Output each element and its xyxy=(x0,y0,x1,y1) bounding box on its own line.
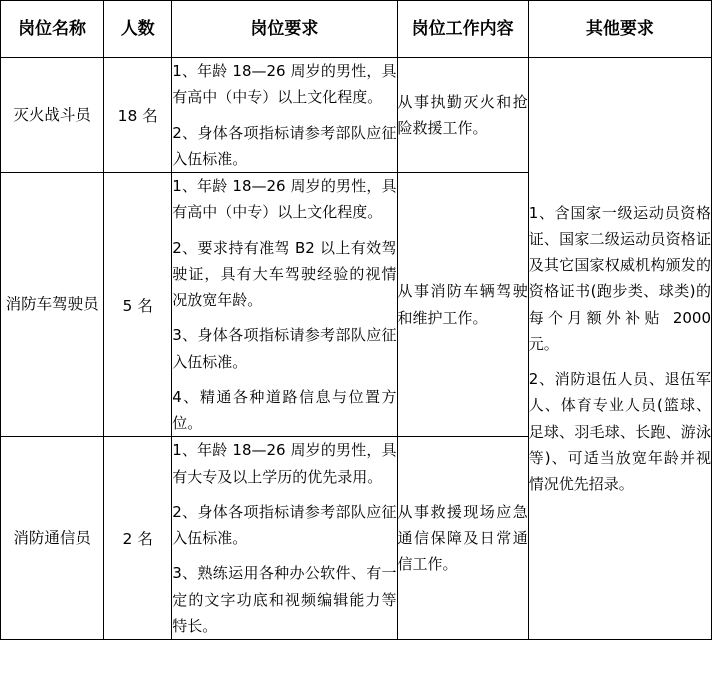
table-body xyxy=(1,58,712,640)
cell-other-requirements xyxy=(528,58,711,640)
cell-requirements xyxy=(172,58,397,173)
table-row xyxy=(1,58,712,173)
other-requirement-item: 1、含国家一级运动员资格证、国家二级运动员资格证及其它国家权威机构颁发的资格证书(跑步类、球类)的每个月额外补贴 2000 元。 xyxy=(528,203,711,353)
requirement-item: 1、年龄 18—26 周岁的男性，具有高中（中专）以上文化程度。 xyxy=(172,177,397,222)
requirement-item: 3、熟练运用各种办公软件、有一定的文字功底和视频编辑能力等特长。 xyxy=(172,564,397,635)
table-header-row xyxy=(1,1,712,58)
requirement-item: 1、年龄 18—26 周岁的男性，具有高中（中专）以上文化程度。 xyxy=(172,62,397,107)
cell-requirements xyxy=(172,173,397,437)
header-other-requirements: 其他要求 xyxy=(528,1,711,58)
header-position-requirements: 岗位要求 xyxy=(172,1,397,58)
cell-headcount: 18 名 xyxy=(104,58,172,173)
cell-headcount: 5 名 xyxy=(104,173,172,437)
header-position-name: 岗位名称 xyxy=(1,1,104,58)
requirement-item: 2、要求持有准驾 B2 以上有效驾驶证，具有大车驾驶经验的视情况放宽年龄。 xyxy=(172,238,397,309)
cell-duties: 从事救援现场应急通信保障及日常通信工作。 xyxy=(397,437,528,640)
requirement-item: 3、身体各项指标请参考部队应征入伍标准。 xyxy=(172,326,397,371)
requirement-item: 4、精通各种道路信息与位置方位。 xyxy=(172,387,397,432)
cell-position-name: 消防通信员 xyxy=(1,437,104,640)
table-header xyxy=(1,1,712,58)
header-position-duties: 岗位工作内容 xyxy=(397,1,528,58)
requirement-item: 2、身体各项指标请参考部队应征入伍标准。 xyxy=(172,502,397,547)
header-headcount: 人数 xyxy=(104,1,172,58)
requirement-item: 1、年龄 18—26 周岁的男性，具有大专及以上学历的优先录用。 xyxy=(172,441,397,486)
other-requirement-item: 2、消防退伍人员、退伍军人、体育专业人员(篮球、足球、羽毛球、长跑、游泳等)、可适当放宽年龄并视情况优先招录。 xyxy=(528,370,711,494)
requirement-item: 2、身体各项指标请参考部队应征入伍标准。 xyxy=(172,123,397,168)
cell-duties: 从事消防车辆驾驶和维护工作。 xyxy=(397,173,528,437)
cell-position-name: 灭火战斗员 xyxy=(1,58,104,173)
cell-position-name: 消防车驾驶员 xyxy=(1,173,104,437)
cell-headcount: 2 名 xyxy=(104,437,172,640)
cell-duties: 从事执勤灭火和抢险救援工作。 xyxy=(397,58,528,173)
cell-requirements xyxy=(172,437,397,640)
